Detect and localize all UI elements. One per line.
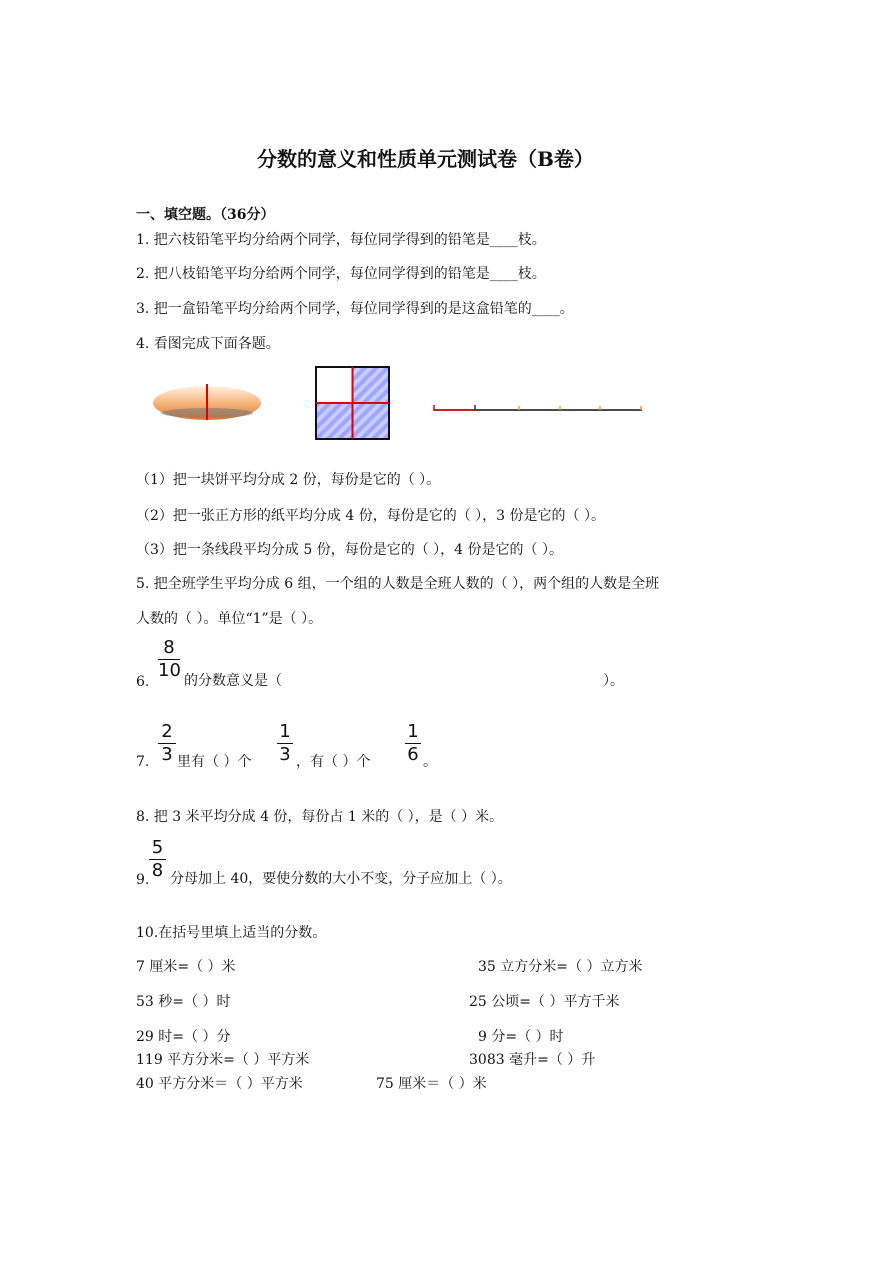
question-9-number: 9. [136, 872, 150, 888]
question-6-close: ）。 [603, 673, 624, 689]
question-7-text-3: 。 [423, 754, 437, 770]
numerator: 2 [161, 721, 173, 742]
question-10: 10.在括号里填上适当的分数。 [136, 925, 327, 941]
question-4-part-3: （3）把一条线段平均分成 5 份，每份是它的（ ），4 份是它的（ ）。 [136, 542, 563, 558]
question-5-line-1: 5. 把全班学生平均分成 6 组，一个组的人数是全班人数的（ ），两个组的人数是全班 [136, 576, 660, 592]
numerator: 1 [407, 721, 419, 742]
fraction-2-3 [158, 722, 176, 765]
conversion-left: 53 秒=（ ）时 [136, 994, 231, 1010]
conversion-left: 7 厘米=（ ）米 [136, 959, 236, 975]
fraction-8-10 [158, 638, 180, 681]
question-4-part-1: （1）把一块饼平均分成 2 份，每份是它的（ ）。 [136, 472, 441, 488]
numerator: 5 [151, 837, 164, 858]
page-title: 分数的意义和性质单元测试卷（B卷） [257, 147, 594, 171]
conversion-right: 25 公顷=（ ）平方千米 [469, 994, 620, 1010]
question-7-number: 7. [136, 754, 150, 770]
conversion-right: 9 分=（ ）时 [478, 1029, 564, 1045]
section-heading: 一、填空题。（36分） [136, 207, 275, 223]
question-1: 1. 把六枝铅笔平均分给两个同学，每位同学得到的铅笔是____枝。 [136, 232, 546, 248]
conversion-left: 40 平方分米＝（ ）平方米 [136, 1076, 303, 1092]
numerator: 8 [163, 637, 175, 658]
conversion-right: 35 立方分米=（ ）立方米 [478, 959, 643, 975]
pancake-figure [150, 380, 266, 424]
conversion-right: 75 厘米＝（ ）米 [376, 1076, 487, 1092]
denominator: 3 [279, 744, 291, 765]
conversion-right: 3083 毫升=（ ）升 [469, 1052, 596, 1068]
question-7-text-2: ，有（ ）个 [296, 754, 371, 770]
fraction-1-6 [405, 722, 421, 765]
question-9-text: 分母加上 40，要使分数的大小不变，分子应加上（ ）。 [170, 871, 512, 887]
question-5-line-2: 人数的（ ）。单位“1”是（ ）。 [136, 611, 323, 627]
question-6-text: 的分数意义是（ [184, 673, 282, 689]
question-4: 4. 看图完成下面各题。 [136, 336, 280, 352]
denominator: 10 [158, 660, 181, 681]
numerator: 1 [279, 721, 291, 742]
line-segment-figure [430, 402, 646, 416]
conversion-left: 29 时=（ ）分 [136, 1029, 231, 1045]
question-4-part-2: （2）把一张正方形的纸平均分成 4 份，每份是它的（ ），3 份是它的（ ）。 [136, 508, 605, 524]
fraction-1-3 [277, 722, 293, 765]
question-3: 3. 把一盒铅笔平均分给两个同学，每位同学得到的是这盒铅笔的____。 [136, 301, 574, 317]
question-8: 8. 把 3 米平均分成 4 份，每份占 1 米的（ ），是（ ）米。 [136, 809, 504, 825]
question-7-text-1: 里有（ ）个 [177, 754, 252, 770]
square-figure [314, 365, 392, 441]
denominator: 6 [407, 744, 419, 765]
conversion-left: 119 平方分米=（ ）平方米 [136, 1052, 310, 1068]
denominator: 8 [151, 860, 164, 881]
denominator: 3 [161, 744, 173, 765]
question-2: 2. 把八枝铅笔平均分给两个同学，每位同学得到的铅笔是____枝。 [136, 266, 546, 282]
question-6-number: 6. [136, 674, 150, 690]
fraction-5-8 [149, 838, 166, 881]
